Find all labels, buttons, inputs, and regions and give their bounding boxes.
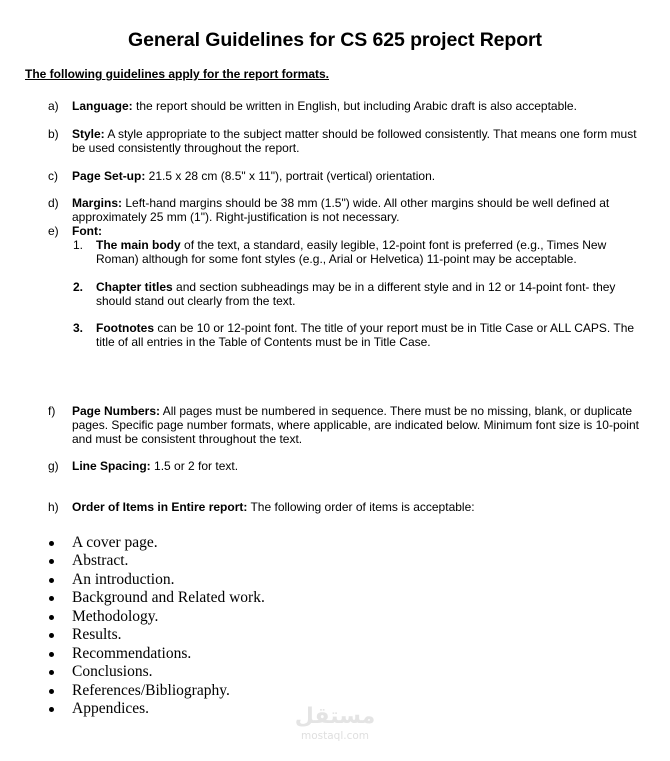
guideline-item-font: [48, 224, 648, 238]
list-item: [46, 534, 265, 552]
guideline-item-language: [48, 99, 648, 113]
item-marker: h): [48, 500, 59, 514]
item-text: 1.5 or 2 for text.: [150, 459, 239, 473]
bullet-icon: [49, 633, 54, 638]
list-item-text: Appendices.: [72, 700, 150, 718]
item-text: All pages must be numbered in sequence. There must be no missing, blank, or duplicate pages. Specific page number formats, where applicable, are indicated below. Minimum font size is 10-point and must be consistent throughout the text.: [72, 404, 639, 446]
bullet-icon: [49, 578, 54, 583]
list-item: [46, 626, 265, 644]
item-text: The following order of items is acceptable:: [247, 500, 475, 514]
item-marker: g): [48, 459, 59, 473]
report-order-list: [46, 534, 265, 719]
bullet-icon: [49, 541, 54, 546]
subitem-text: and section subheadings may be in a different style and in 12 or 14-point font- they should stand out clearly from the text.: [96, 280, 616, 308]
item-text: A style appropriate to the subject matter should be followed consistently. That means one form must be used consistently throughout the report.: [72, 127, 637, 155]
watermark-logo: [290, 704, 380, 750]
list-item: [46, 682, 265, 700]
list-item: [46, 571, 265, 589]
list-item-text: Methodology.: [72, 607, 159, 625]
subitem-marker: 3.: [73, 321, 84, 335]
subitem-label: The main body: [96, 238, 181, 252]
list-item-text: Results.: [72, 626, 122, 644]
list-item: [46, 645, 265, 663]
subitem-text: can be 10 or 12-point font. The title of your report must be in Title Case or ALL CAPS. The title of all entries in the Table of Contents must be in Title Case.: [96, 321, 635, 349]
guideline-item-style: [48, 127, 648, 155]
guideline-item-page-numbers: [48, 404, 648, 446]
bullet-icon: [49, 615, 54, 620]
guideline-item-margins: [48, 196, 648, 224]
subitem-text: of the text, a standard, easily legible, 12-point font is preferred (e.g., Times New Roman) although for some font styles (e.g., Arial or Helvetica) 11-point may be acceptable.: [96, 238, 607, 266]
item-label: Page Numbers:: [72, 404, 161, 418]
list-item: [46, 700, 265, 718]
guideline-item-page-setup: [48, 169, 648, 183]
bullet-icon: [49, 559, 54, 564]
list-item: [46, 552, 265, 570]
subitem-marker: 2.: [73, 280, 84, 294]
item-marker: a): [48, 99, 59, 113]
list-item-text: References/Bibliography.: [72, 681, 230, 699]
subitem-label: Chapter titles: [96, 280, 173, 294]
guideline-item-line-spacing: [48, 459, 648, 473]
bullet-icon: [49, 652, 54, 657]
font-subitem-main-body: [73, 238, 648, 266]
list-item: [46, 663, 265, 681]
item-label: Style:: [72, 127, 105, 141]
watermark-latin: mostaql.com: [300, 730, 370, 742]
watermark-arabic: مستقل: [294, 704, 376, 729]
subitem-marker: 1.: [73, 238, 84, 252]
bullet-icon: [49, 670, 54, 675]
item-text: Left-hand margins should be 38 mm (1.5") wide. All other margins should be well defined at approximately 25 mm (1"). Right-justification is not necessary.: [72, 196, 610, 224]
page-subtitle: The following guidelines apply for the report formats.: [25, 67, 330, 81]
list-item-text: Recommendations.: [72, 644, 192, 662]
item-marker: e): [48, 224, 59, 238]
item-label: Margins:: [72, 196, 123, 210]
item-label: Page Set-up:: [72, 169, 146, 183]
subitem-label: Footnotes: [96, 321, 154, 335]
list-item-text: Background and Related work.: [72, 589, 265, 607]
guideline-item-order-of-items: [48, 500, 648, 514]
bullet-icon: [49, 707, 54, 712]
item-marker: d): [48, 196, 59, 210]
page-title: General Guidelines for CS 625 project Report: [128, 29, 542, 51]
item-marker: b): [48, 127, 59, 141]
item-marker: c): [48, 169, 58, 183]
bullet-icon: [49, 689, 54, 694]
item-label: Order of Items in Entire report:: [72, 500, 248, 514]
bullet-icon: [49, 596, 54, 601]
item-text: 21.5 x 28 cm (8.5" x 11"), portrait (vertical) orientation.: [145, 169, 436, 183]
item-text: the report should be written in English, but including Arabic draft is also acceptable.: [132, 99, 577, 113]
list-item-text: Conclusions.: [72, 663, 153, 681]
list-item-text: A cover page.: [72, 534, 158, 551]
list-item-text: An introduction.: [72, 570, 175, 588]
list-item-text: Abstract.: [72, 552, 129, 570]
item-marker: f): [48, 404, 56, 418]
font-subitem-chapter-titles: [73, 280, 648, 308]
item-label: Line Spacing:: [72, 459, 151, 473]
item-label: Language:: [72, 99, 133, 113]
font-subitem-footnotes: [73, 321, 648, 349]
item-label: Font:: [72, 224, 102, 238]
list-item: [46, 608, 265, 626]
list-item: [46, 589, 265, 607]
